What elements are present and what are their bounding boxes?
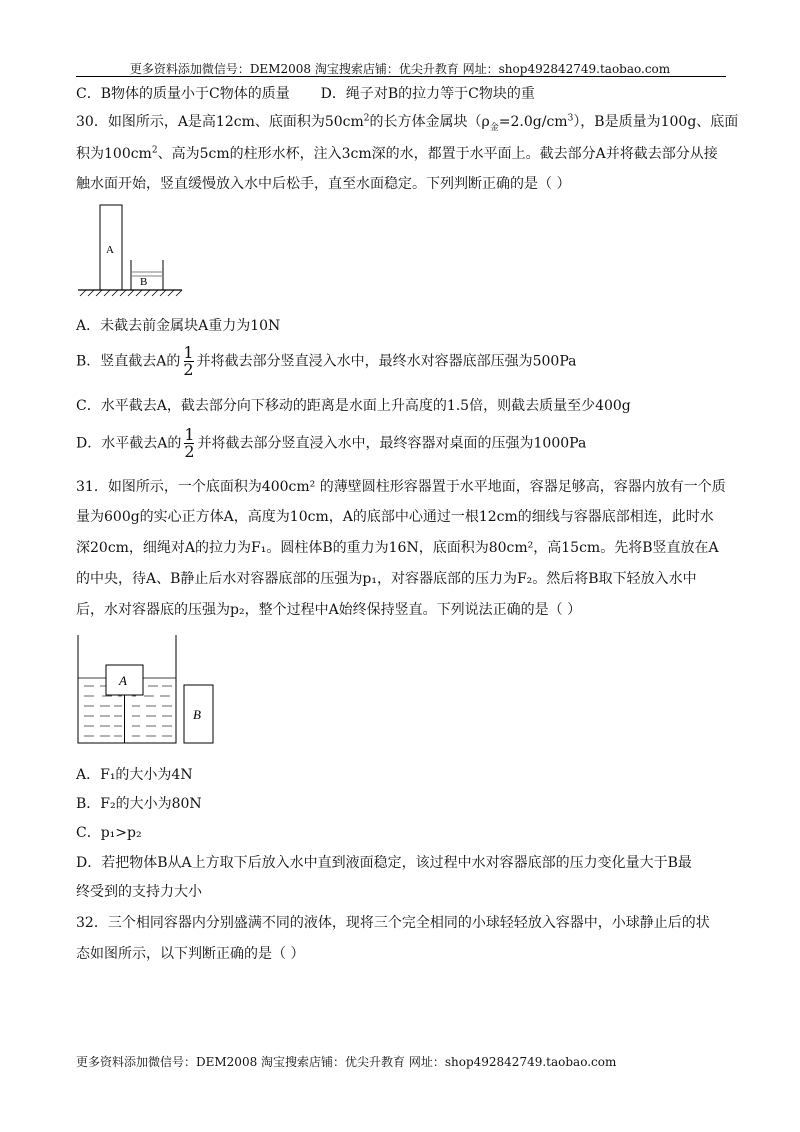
q29-option-c: C．B物体的质量小于C物体的质量 [76, 86, 290, 102]
q31-stem-line-5: 后，水对容器底的压强为p₂，整个过程中A始终保持竖直。下列说法正确的是（ ） [76, 602, 582, 618]
q31-option-c: C．p₁>p₂ [76, 825, 142, 841]
q30-option-a: A．未截去前金属块A重力为10N [76, 318, 281, 334]
q31-stem-line-2: 量为600g的实心正方体A，高度为10cm，A的底部中心通过一根12cm的细线与容器底部相连，此时水 [76, 509, 714, 525]
q29-options [76, 83, 535, 103]
fraction-half: $\frac{1}{2}$ [183, 343, 194, 379]
q31-figure [76, 630, 226, 750]
q30-stem-line-2: 积为$100cm^2$、高为5cm的柱形水杯，注入3cm深的水，都置于水平面上。截去部分A并将截去部分从接 [76, 145, 718, 162]
cylinder-b-label: B [193, 707, 201, 722]
q29-option-d: D．绳子对B的拉力等于C物块的重 [320, 86, 535, 102]
q31-option-b: B．F₂的大小为80N [76, 796, 202, 812]
q32-stem-line-2: 态如图所示，以下判断正确的是（ ） [76, 946, 305, 962]
page-footer: 更多资料添加微信号：DEM2008 淘宝搜索店铺：优尖升教育 网址：shop492842749.taobao.com [76, 1055, 617, 1069]
q31-option-a: A．F₁的大小为4N [76, 767, 193, 783]
block-a-label: A [106, 244, 114, 256]
header-divider [76, 76, 726, 77]
q31-option-d-line-2: 终受到的支持力大小 [76, 884, 202, 900]
q31-option-d-line-1: D．若把物体B从A上方取下后放入水中直到液面稳定，该过程中水对容器底部的压力变化量大于B最 [76, 855, 692, 871]
q30-stem-line-1: 30．如图所示，A是高12cm、底面积为$50cm^2$的长方体金属块$(\rho_金=2.0g/cm^3)$，B是质量为100g、底面 [76, 113, 739, 133]
q31-stem-line-3: 深20cm，细绳对A的拉力为F₁。圆柱体B的重力为16N，底面积为80cm²，高15cm。先将B竖直放在A [76, 540, 719, 556]
cup-b-label: B [140, 276, 148, 288]
q32-stem-line-1: 32．三个相同容器内分别盛满不同的液体，现将三个完全相同的小球轻轻放入容器中，小球静止后的状 [76, 915, 710, 931]
q31-stem-line-1: 31．如图所示，一个底面积为400cm² 的薄壁圆柱形容器置于水平地面，容器足够高，容器内放有一个质 [76, 479, 726, 495]
q30-figure [76, 200, 186, 300]
ground-hatch [80, 290, 182, 296]
q30-stem-line-3: 触水面开始，竖直缓慢放入水中后松手，直至水面稳定。下列判断正确的是（ ） [76, 176, 571, 192]
q30-option-c: C．水平截去A，截去部分向下移动的距离是水面上升高度的1.5倍，则截去质量至少400g [76, 398, 631, 414]
q30-option-b: B．竖直截去A的 $\frac{1}{2}$ 并将截去部分竖直浸入水中，最终水对容器底部压强为500Pa [76, 343, 577, 379]
q31-stem-line-4: 的中央，待A、B静止后水对容器底部的压强为p₁，对容器底部的压力为F₂。然后将B取下轻放入水中 [76, 571, 697, 587]
fraction-half: $\frac{1}{2}$ [184, 425, 195, 461]
page-header: 更多资料添加微信号：DEM2008 淘宝搜索店铺：优尖升教育 网址：shop492842749.taobao.com [129, 62, 671, 76]
q30-option-d: D．水平截去A的 $\frac{1}{2}$ 并将截去部分竖直浸入水中，最终容器对桌面的压强为1000Pa [76, 425, 587, 461]
cube-a-label: A [119, 673, 127, 688]
